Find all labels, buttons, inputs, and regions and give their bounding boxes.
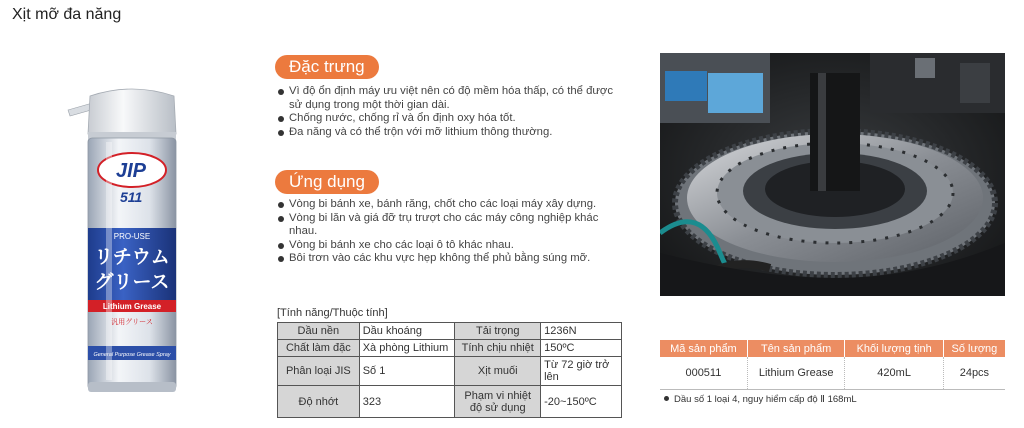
table-row <box>278 386 622 418</box>
can-pro-label: PRO-USE <box>113 232 151 241</box>
list-item: Vòng bi bánh xe, bánh răng, chốt cho các loại máy xây dựng. <box>278 198 623 212</box>
list-item: Vì độ ổn định máy ưu việt nên có độ mềm hóa thấp, có thể được sử dụng trong một thời gian dài. <box>278 85 623 112</box>
column-header: Tên sản phẩm <box>747 340 845 357</box>
footnote-text: Dầu số 1 loại 4, nguy hiểm cấp độ Ⅱ 168mL <box>674 394 857 405</box>
list-item: Bôi trơn vào các khu vực hẹp không thể phủ bằng súng mỡ. <box>278 252 623 266</box>
column-header: Mã sản phẩm <box>660 340 747 357</box>
property-value: Xà phòng Lithium <box>359 340 455 357</box>
features-heading: Đặc trưng <box>275 55 379 79</box>
table-row <box>278 340 622 357</box>
list-item: Đa năng và có thể trộn với mỡ lithium thông thường. <box>278 126 623 140</box>
can-jp-line2: グリース <box>94 271 170 293</box>
property-label: Phạm vi nhiệt độ sử dụng <box>455 386 541 418</box>
applications-heading: Ứng dụng <box>275 170 379 194</box>
features-list <box>278 85 623 139</box>
property-value: Dầu khoáng <box>359 323 455 340</box>
can-brand-text: JIP <box>116 160 147 182</box>
product-name: Lithium Grease <box>747 357 845 389</box>
list-item: Chống nước, chống rỉ và ổn định oxy hóa tốt. <box>278 112 623 126</box>
can-jp-line1: リチウム <box>94 246 170 268</box>
product-can-image <box>62 78 202 400</box>
gear-application-photo <box>660 53 1005 296</box>
product-code: 000511 <box>660 357 747 389</box>
property-label: Chất làm đặc <box>278 340 360 357</box>
property-value: Từ 72 giờ trở lên <box>541 357 622 386</box>
product-quantity: 24pcs <box>943 357 1005 389</box>
column-header: Khối lượng tịnh <box>845 340 943 357</box>
table-header-row <box>660 340 1005 357</box>
property-label: Tính chịu nhiệt <box>455 340 541 357</box>
property-value: 150ºC <box>541 340 622 357</box>
property-label: Tải trọng <box>455 323 541 340</box>
can-band-label: Lithium Grease <box>102 302 162 311</box>
page-title: Xịt mỡ đa năng <box>12 6 122 23</box>
can-number-text: 511 <box>120 189 143 205</box>
property-value: -20~150ºC <box>541 386 622 418</box>
product-volume: 420mL <box>845 357 943 389</box>
can-purpose-text: General Purpose Grease Spray <box>93 352 171 358</box>
list-item: Vòng bi lăn và giá đỡ trụ trượt cho các máy công nghiệp khác nhau. <box>278 212 623 239</box>
property-label: Độ nhớt <box>278 386 360 418</box>
property-value: 323 <box>359 386 455 418</box>
property-label: Dầu nền <box>278 323 360 340</box>
applications-list <box>278 198 623 266</box>
property-value: 1236N <box>541 323 622 340</box>
property-value: Số 1 <box>359 357 455 386</box>
table-row <box>660 357 1005 389</box>
footnote <box>664 394 857 405</box>
list-item: Vòng bi bánh xe cho các loại ô tô khác nhau. <box>278 239 623 253</box>
table-row <box>278 357 622 386</box>
properties-table <box>277 322 622 418</box>
column-header: Số lượng <box>943 340 1005 357</box>
property-label: Xịt muối <box>455 357 541 386</box>
table-row <box>278 323 622 340</box>
products-table <box>660 340 1005 390</box>
property-label: Phân loại JIS <box>278 357 360 386</box>
can-jp-small: 汎用グリース <box>111 318 153 326</box>
properties-caption: [Tính năng/Thuộc tính] <box>277 307 388 319</box>
bullet-dot <box>664 396 669 401</box>
